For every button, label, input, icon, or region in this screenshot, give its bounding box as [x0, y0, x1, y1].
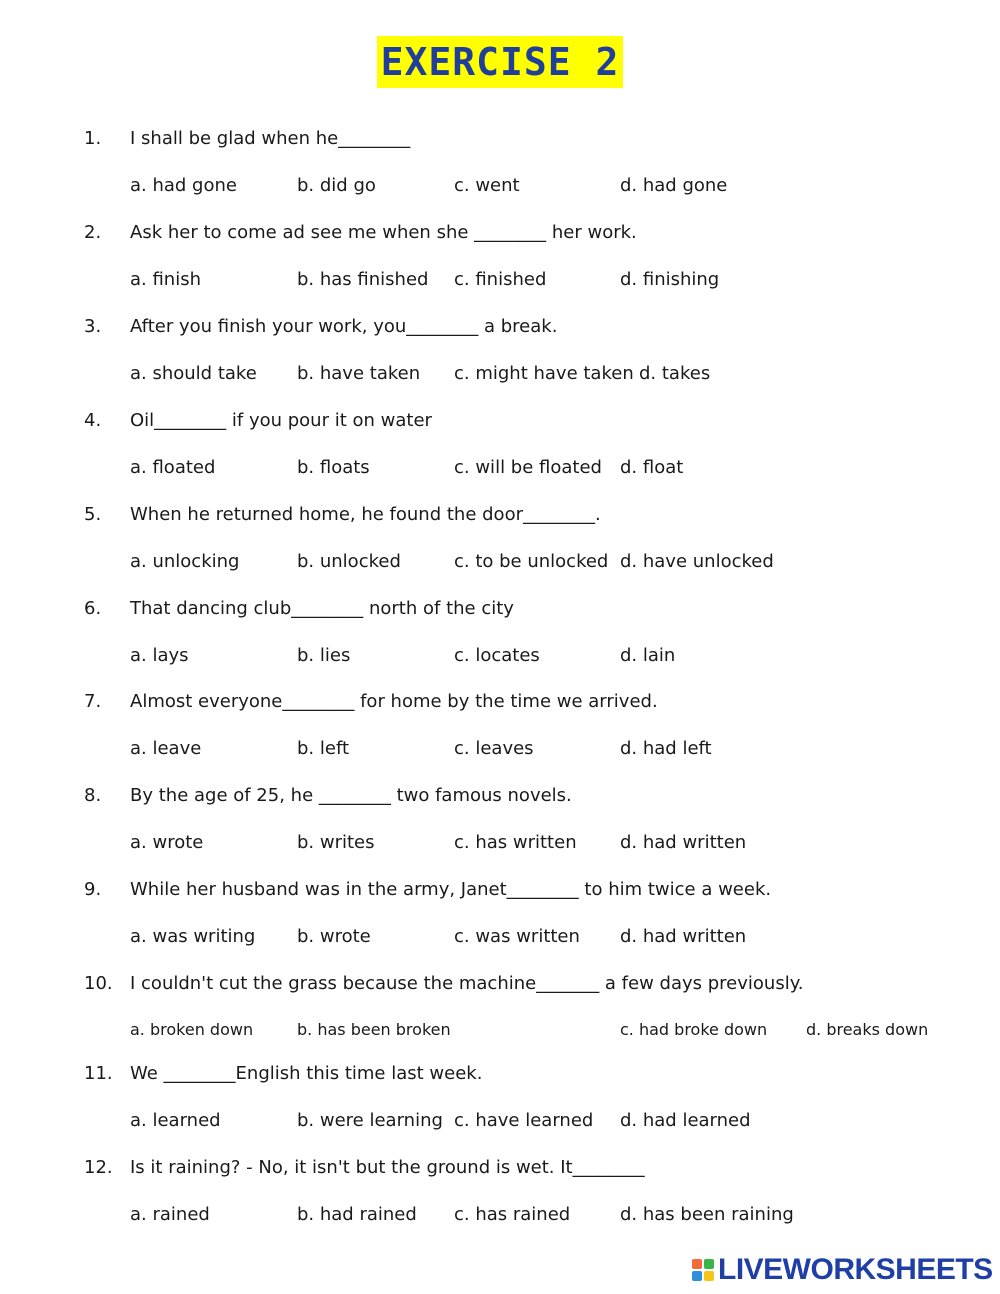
- question-text: When he returned home, he found the door________.: [130, 504, 601, 525]
- option-a[interactable]: a. rained: [130, 1204, 210, 1225]
- option-c[interactable]: c. leaves: [454, 738, 534, 759]
- option-d[interactable]: d. had left: [620, 738, 712, 759]
- option-d[interactable]: d. have unlocked: [620, 551, 774, 572]
- question-text: Ask her to come ad see me when she ________ her work.: [130, 222, 637, 243]
- liveworksheets-logo[interactable]: [692, 1254, 993, 1286]
- option-b[interactable]: b. writes: [297, 832, 375, 853]
- option-d[interactable]: d. lain: [620, 645, 676, 666]
- option-b[interactable]: b. wrote: [297, 926, 371, 947]
- option-c[interactable]: c. went: [454, 175, 520, 196]
- option-b[interactable]: b. has been broken: [297, 1020, 451, 1039]
- option-a[interactable]: a. lays: [130, 645, 189, 666]
- options-12: [0, 1203, 1000, 1227]
- option-d[interactable]: d. has been raining: [620, 1204, 794, 1225]
- option-c[interactable]: c. has written: [454, 832, 577, 853]
- option-a[interactable]: a. leave: [130, 738, 202, 759]
- question-number: 4.: [84, 410, 102, 431]
- option-c[interactable]: c. locates: [454, 645, 540, 666]
- question-text: While her husband was in the army, Janet________ to him twice a week.: [130, 879, 772, 900]
- question-number: 3.: [84, 316, 102, 337]
- question-text: That dancing club________ north of the city: [130, 598, 514, 619]
- option-a[interactable]: a. wrote: [130, 832, 204, 853]
- option-b[interactable]: b. have taken: [297, 363, 421, 384]
- question-number: 2.: [84, 222, 102, 243]
- option-a[interactable]: a. broken down: [130, 1020, 254, 1039]
- question-number: 9.: [84, 879, 102, 900]
- title-container: [0, 36, 1000, 88]
- option-a[interactable]: a. unlocking: [130, 551, 240, 572]
- option-c[interactable]: c. have learned: [454, 1110, 594, 1131]
- option-c[interactable]: c. finished: [454, 269, 547, 290]
- option-c[interactable]: c. will be floated: [454, 457, 602, 478]
- option-b[interactable]: b. floats: [297, 457, 370, 478]
- option-c[interactable]: c. was written: [454, 926, 580, 947]
- option-d[interactable]: d. had learned: [620, 1110, 751, 1131]
- options-4: [0, 456, 1000, 480]
- exercise-title: EXERCISE 2: [377, 36, 624, 88]
- logo-blocks-icon: [692, 1259, 714, 1281]
- options-9: [0, 925, 1000, 949]
- option-b[interactable]: b. were learning: [297, 1110, 443, 1131]
- options-2: [0, 268, 1000, 292]
- options-11: [0, 1109, 1000, 1133]
- option-a[interactable]: a. learned: [130, 1110, 221, 1131]
- question-text: I shall be glad when he________: [130, 128, 411, 149]
- question-number: 7.: [84, 691, 102, 712]
- options-7: [0, 737, 1000, 761]
- option-d[interactable]: d. had written: [620, 926, 747, 947]
- option-b[interactable]: b. has finished: [297, 269, 429, 290]
- option-b[interactable]: b. left: [297, 738, 350, 759]
- question-number: 12.: [84, 1157, 113, 1178]
- question-number: 8.: [84, 785, 102, 806]
- option-d[interactable]: d. had written: [620, 832, 747, 853]
- option-d[interactable]: d. float: [620, 457, 684, 478]
- option-c[interactable]: c. might have taken: [454, 363, 634, 384]
- option-b[interactable]: b. had rained: [297, 1204, 417, 1225]
- options-8: [0, 831, 1000, 855]
- option-d[interactable]: d. breaks down: [806, 1020, 929, 1039]
- option-a[interactable]: a. finish: [130, 269, 202, 290]
- option-c[interactable]: c. to be unlocked: [454, 551, 609, 572]
- question-text: We ________English this time last week.: [130, 1063, 483, 1084]
- question-number: 1.: [84, 128, 102, 149]
- option-b[interactable]: b. lies: [297, 645, 351, 666]
- option-d[interactable]: d. had gone: [620, 175, 728, 196]
- question-text: Is it raining? - No, it isn't but the ground is wet. It________: [130, 1157, 645, 1178]
- option-b[interactable]: b. did go: [297, 175, 376, 196]
- option-a[interactable]: a. floated: [130, 457, 216, 478]
- option-b[interactable]: b. unlocked: [297, 551, 401, 572]
- option-a[interactable]: a. had gone: [130, 175, 237, 196]
- options-5: [0, 550, 1000, 574]
- option-c[interactable]: c. has rained: [454, 1204, 571, 1225]
- option-d[interactable]: d. finishing: [620, 269, 720, 290]
- question-text: I couldn't cut the grass because the machine_______ a few days previously.: [130, 973, 804, 994]
- question-number: 5.: [84, 504, 102, 525]
- question-number: 6.: [84, 598, 102, 619]
- option-a[interactable]: a. was writing: [130, 926, 256, 947]
- options-6: [0, 644, 1000, 668]
- option-d[interactable]: d. takes: [639, 363, 711, 384]
- question-text: By the age of 25, he ________ two famous novels.: [130, 785, 572, 806]
- logo-text: LIVEWORKSHEETS: [718, 1253, 993, 1286]
- question-number: 10.: [84, 973, 113, 994]
- options-1: [0, 174, 1000, 198]
- option-a[interactable]: a. should take: [130, 363, 257, 384]
- options-3: [0, 362, 1000, 386]
- question-text: Oil________ if you pour it on water: [130, 410, 432, 431]
- question-text: Almost everyone________ for home by the time we arrived.: [130, 691, 658, 712]
- question-number: 11.: [84, 1063, 113, 1084]
- options-10: [0, 1018, 1000, 1042]
- option-c[interactable]: c. had broke down: [620, 1020, 768, 1039]
- question-text: After you finish your work, you________ a break.: [130, 316, 558, 337]
